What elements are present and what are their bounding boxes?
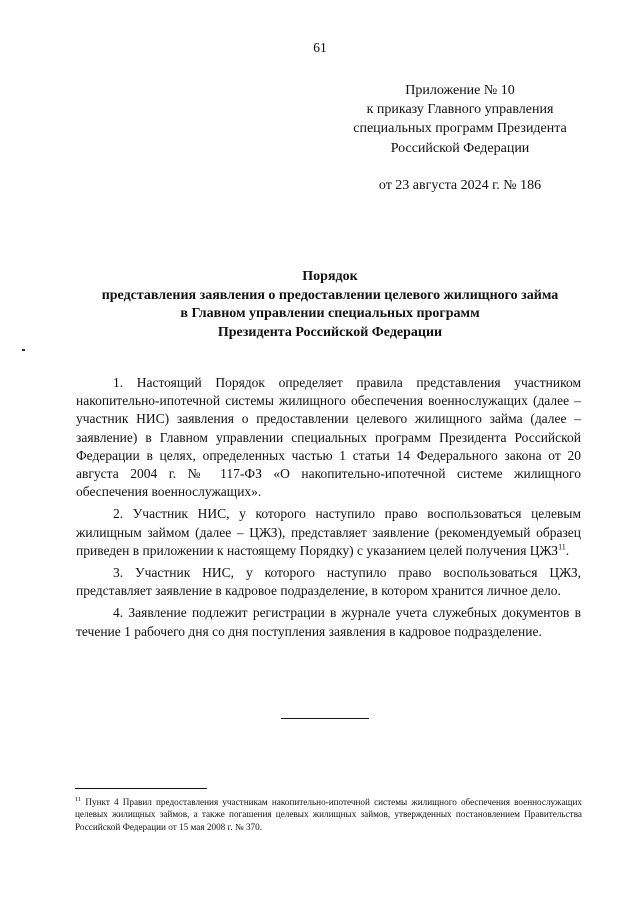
title-line-1: Порядок xyxy=(302,269,358,284)
end-separator-line xyxy=(281,718,369,719)
page-number: 61 xyxy=(313,40,327,55)
footnote-reference[interactable]: 11 xyxy=(558,542,566,552)
annex-line-1: Приложение № 10 xyxy=(405,83,515,98)
paragraph-2-end: . xyxy=(565,542,570,558)
annex-header xyxy=(340,81,580,195)
title-line-2: представления заявления о предоставлении целевого жилищного займа xyxy=(101,287,559,303)
footnote-rule xyxy=(75,788,207,789)
document-body xyxy=(76,374,581,645)
document-title xyxy=(60,268,600,342)
paragraph-2-text: 2. Участник НИС, у которого наступило право воспользоваться целевым жилищным займом (далее – ЦЖЗ), представляет заявление (рекомендуемый образец приведен в приложении к настоящему Порядку) с указанием целей получения ЦЖЗ xyxy=(76,506,581,558)
paragraph-1: 1. Настоящий Порядок определяет правила представления участником накопительно-ипотечной системы жилищного обеспечения военнослужащих (далее – участник НИС) заявления о предоставлении целевого жилищного займа (далее – заявление) в Главном управлении специальных программ Президента Российской Федерации в целях, определенных частью 1 статьи 14 Федерального закона от 20 августа 2004 г. № 117-ФЗ «О накопительно-ипотечной системе жилищного обеспечения военнослужащих». xyxy=(76,375,581,500)
footnote-marker: 11 xyxy=(75,795,82,803)
paragraph-3: 3. Участник НИС, у которого наступило право воспользоваться ЦЖЗ, представляет заявление в кадровое подразделение, в котором хранится личное дело. xyxy=(76,565,581,599)
annex-line-4: Российской Федерации xyxy=(390,140,530,156)
paragraph-4: 4. Заявление подлежит регистрации в журнале учета служебных документов в течение 1 рабочего дня со дня поступления заявления в кадровое подразделение. xyxy=(76,605,581,639)
title-line-4: Президента Российской Федерации xyxy=(217,324,443,340)
title-line-3: в Главном управлении специальных программ xyxy=(180,306,480,321)
annex-line-2: к приказу Главного управления xyxy=(366,102,554,118)
paragraph-2 xyxy=(76,505,581,560)
footnote-text: Пункт 4 Правил предоставления участникам накопительно-ипотечной системы жилищного обеспечения военнослужащих целевых жилищных займов, а также погашения целевых жилищных займов, утвержденных постановлением Правительства Российской Федерации от 15 мая 2008 г. № 370. xyxy=(75,797,582,832)
annex-line-3: специальных программ Президента xyxy=(353,121,567,137)
margin-mark xyxy=(22,349,25,351)
footnote xyxy=(75,796,582,833)
annex-date: от 23 августа 2024 г. № 186 xyxy=(378,177,542,193)
